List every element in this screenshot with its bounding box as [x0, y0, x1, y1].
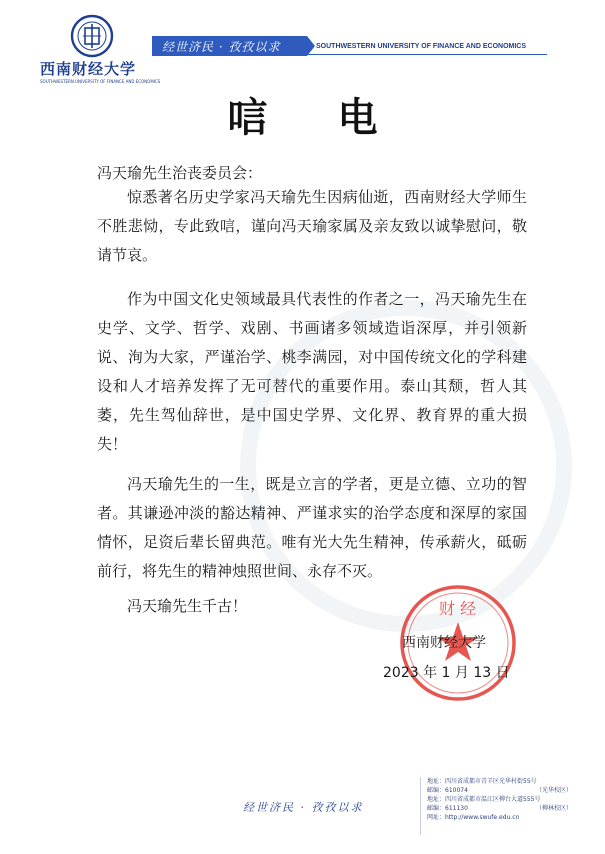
letter-title: 唁电	[227, 95, 448, 141]
letter-date: 2023 年 1 月 13 日	[383, 665, 510, 681]
paragraph-2: 作为中国文化史领域最具代表性的作者之一，冯天瑜先生在史学、文学、哲学、戏剧、书画诸多领域造诣深厚，并引领新说、洵为大家，严谨治学、桃李满园，对中国传统文化的学科建设和人才培养发挥了无可替代的重要作用。泰山其颓，哲人其萎，先生驾仙辞世，是中国史学界、文化界、教育界的重大损失！	[97, 290, 527, 453]
closing-line: 冯天瑜先生千古！	[127, 597, 248, 615]
header-motto: 经世济民 · 孜孜以求	[162, 40, 281, 54]
school-name-en-small: SOUTHWESTERN UNIVERSITY OF FINANCE AND ECONOMICS	[40, 79, 161, 84]
signature: 西南财经大学	[402, 635, 486, 651]
footer-postcode-2: 邮编：611130	[427, 805, 468, 812]
paragraph-1: 惊悉著名历史学家冯天瑜先生因病仙逝，西南财经大学师生不胜悲恸，专此致唁，谨向冯天瑜家属及亲友致以诚挚慰问，敬请节哀。	[97, 188, 527, 264]
school-name-cn: 西南财经大学	[40, 60, 137, 78]
footer-motto: 经世济民 · 孜孜以求	[243, 801, 364, 814]
footer-address-block	[420, 777, 574, 835]
salutation: 冯天瑜先生治丧委员会：	[97, 164, 263, 182]
footer-website: 网址：http://www.swufe.edu.cn	[427, 814, 520, 821]
footer-postcode-1: 邮编：610074	[427, 787, 468, 794]
header-school-name-en: SOUTHWESTERN UNIVERSITY OF FINANCE AND ECONOMICS	[316, 43, 527, 50]
footer-campus-1: （光华校区）	[535, 787, 572, 794]
header-divider	[152, 54, 547, 55]
paragraph-3: 冯天瑜先生的一生，既是立言的学者，更是立德、立功的智者。其谦逊冲淡的豁达精神、严谨求实的治学态度和深厚的家国情怀，足资后辈长留典范。唯有光大先生精神，传承薪火，砥砺前行，将先生的精神烛照世间、永存不灭。	[97, 475, 527, 580]
footer-address-1: 地址：四川省成都市青羊区光华村街55号	[427, 778, 537, 785]
svg-text:财 经: 财 经	[439, 599, 477, 618]
university-emblem-icon	[70, 14, 114, 58]
footer-campus-2: （柳林校区）	[535, 805, 572, 812]
footer-address-2: 地址：四川省成都市温江区柳台大道555号	[427, 796, 541, 803]
